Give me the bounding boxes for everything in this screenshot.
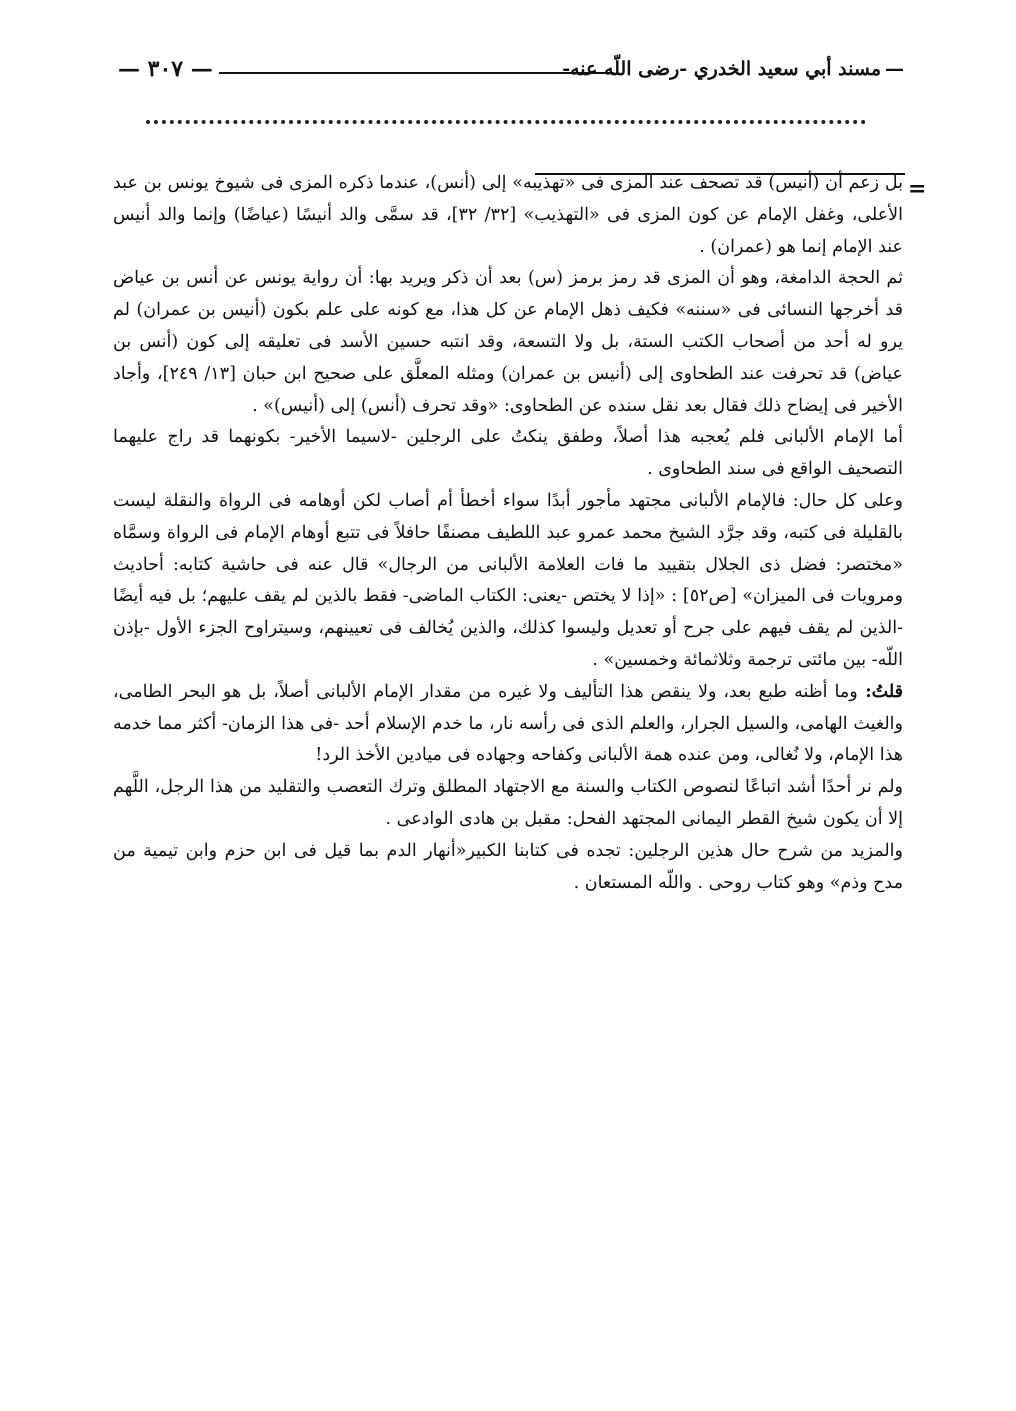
page-number — [118, 56, 219, 82]
paragraph-6: ولم نر أحدًا أشد اتباعًا لنصوص الكتاب والسنة مع الاجتهاد المطلق وترك التعصب والتقليد من هذا الرجل، اللَّهم إلا أن يكون شيخ القطر اليمانى المجتهد الفحل: مقبل بن هادى الوادعى . — [113, 777, 903, 829]
footnote-body — [113, 168, 903, 899]
header-title-text: مسند أبي سعيد الخدري -رضى اللّه عنه- — [562, 58, 881, 80]
footnote-continuation-marker: = — [908, 176, 927, 202]
paragraph-4: وعلى كل حال: فالإمام الألبانى مجتهد مأجور أبدًا سواء أخطأ أم أصاب لكن أوهامه فى الرواة والنقلة ليست بالقليلة فى كتبه، وقد جرَّد الشيخ محمد عمرو عبد اللطيف مصنفًا حافلاً فى تتبع أوهام الإمام فى الرواة وسمَّاه «مختصر: فضل ذى الجلال بتقييد ما فات العلامة الألبانى من الرجال» قال عنه فى حاشية كتابه: أحاديث ومرويات فى الميزان» [ص٥٢] : «إذا لا يختص -يعنى: الكتاب الماضى- فقط بالذين لم يقف عليهم؛ بل فيه أيضًا -الذين لم يقف فيهم على جرح أو تعديل وليسوا كذلك، والذين يُخالف فى تعيينهم، وسيتراوح الجزء الأول -بإذن اللّه- بين مائتى ترجمة وثلاثمائة وخمسين» . — [113, 490, 904, 670]
header-dash-right: — — [885, 58, 904, 80]
dotted-separator — [146, 120, 866, 134]
qultu-label: قلتُ: — [857, 681, 903, 702]
header-dash-left: — — [190, 56, 213, 82]
running-header — [118, 56, 904, 92]
paragraph-1: بل زعم أن (أنيس) قد تصحف عند المزى فى «تهذيبه» إلى (أنس)، عندما ذكره المزى فى شيوخ يونس بن عبد الأعلى، وغفل الإمام عن كون المزى فى «التهذيب» [٣٢/ ٣٢]، قد سمَّى والد أنيسًا (عياضًا) وإنما والد أنيس عند الإمام إنما هو (عمران) . — [113, 173, 904, 257]
page-number-text: ٣٠٧ — [147, 56, 184, 82]
paragraph-3: أما الإمام الألبانى فلم يُعجبه هذا أصلاً، وطفق ينكتُ على الرجلين -لاسيما الأخير- بكونهما قد راج عليهما التصحيف الواقع فى سند الطحاوى . — [113, 427, 903, 480]
paragraph-5 — [113, 677, 903, 772]
header-title — [554, 58, 904, 80]
header-rule — [198, 72, 614, 74]
paragraph-2: ثم الحجة الدامغة، وهو أن المزى قد رمز برمز (س) بعد أن ذكر ويريد بها: أن رواية يونس عن أنس بن عياض قد أخرجها النسائى فى «سننه» فكيف ذهل الإمام عن كل هذا، مع كونه على علم بكون (أنيس بن عمران) لم يرو له أحد من أصحاب الكتب الستة، بل ولا التسعة، وقد انتبه حسين الأسد فى تعليقه إلى كون (أنس بن عياض) قد تحرفت عند الطحاوى إلى (أنيس بن عمران) ومثله المعلَّق على صحيح ابن حبان [١٣/ ٢٤٩]، وأجاد الأخير فى إيضاح ذلك فقال بعد نقل سنده عن الطحاوى: «وقد تحرف (أنس) إلى (أنيس)» . — [113, 268, 903, 416]
paragraph-5-text: وما أظنه طبع بعد، ولا ينقص هذا التأليف ولا غيره من مقدار الإمام الألبانى أصلاً، بل هو البحر الطامى، والغيث الهامى، والسيل الجرار، والعلم الذى فى رأسه نار، ما خدم الإسلام أحد -فى هذا الزمان- أكثر مما خدمه هذا الإمام، ولا نُغالى، ومن عنده همة الألبانى وكفاحه وجهاده فى ميادين الأخذ الرد! — [113, 681, 903, 766]
paragraph-7: والمزيد من شرح حال هذين الرجلين: تجده فى كتابنا الكبير«أنهار الدم بما قيل فى ابن حزم وابن تيمية من مدح وذم» وهو كتاب روحى . واللّه المستعان . — [113, 840, 903, 893]
header-dash-left-2: — — [118, 56, 140, 82]
